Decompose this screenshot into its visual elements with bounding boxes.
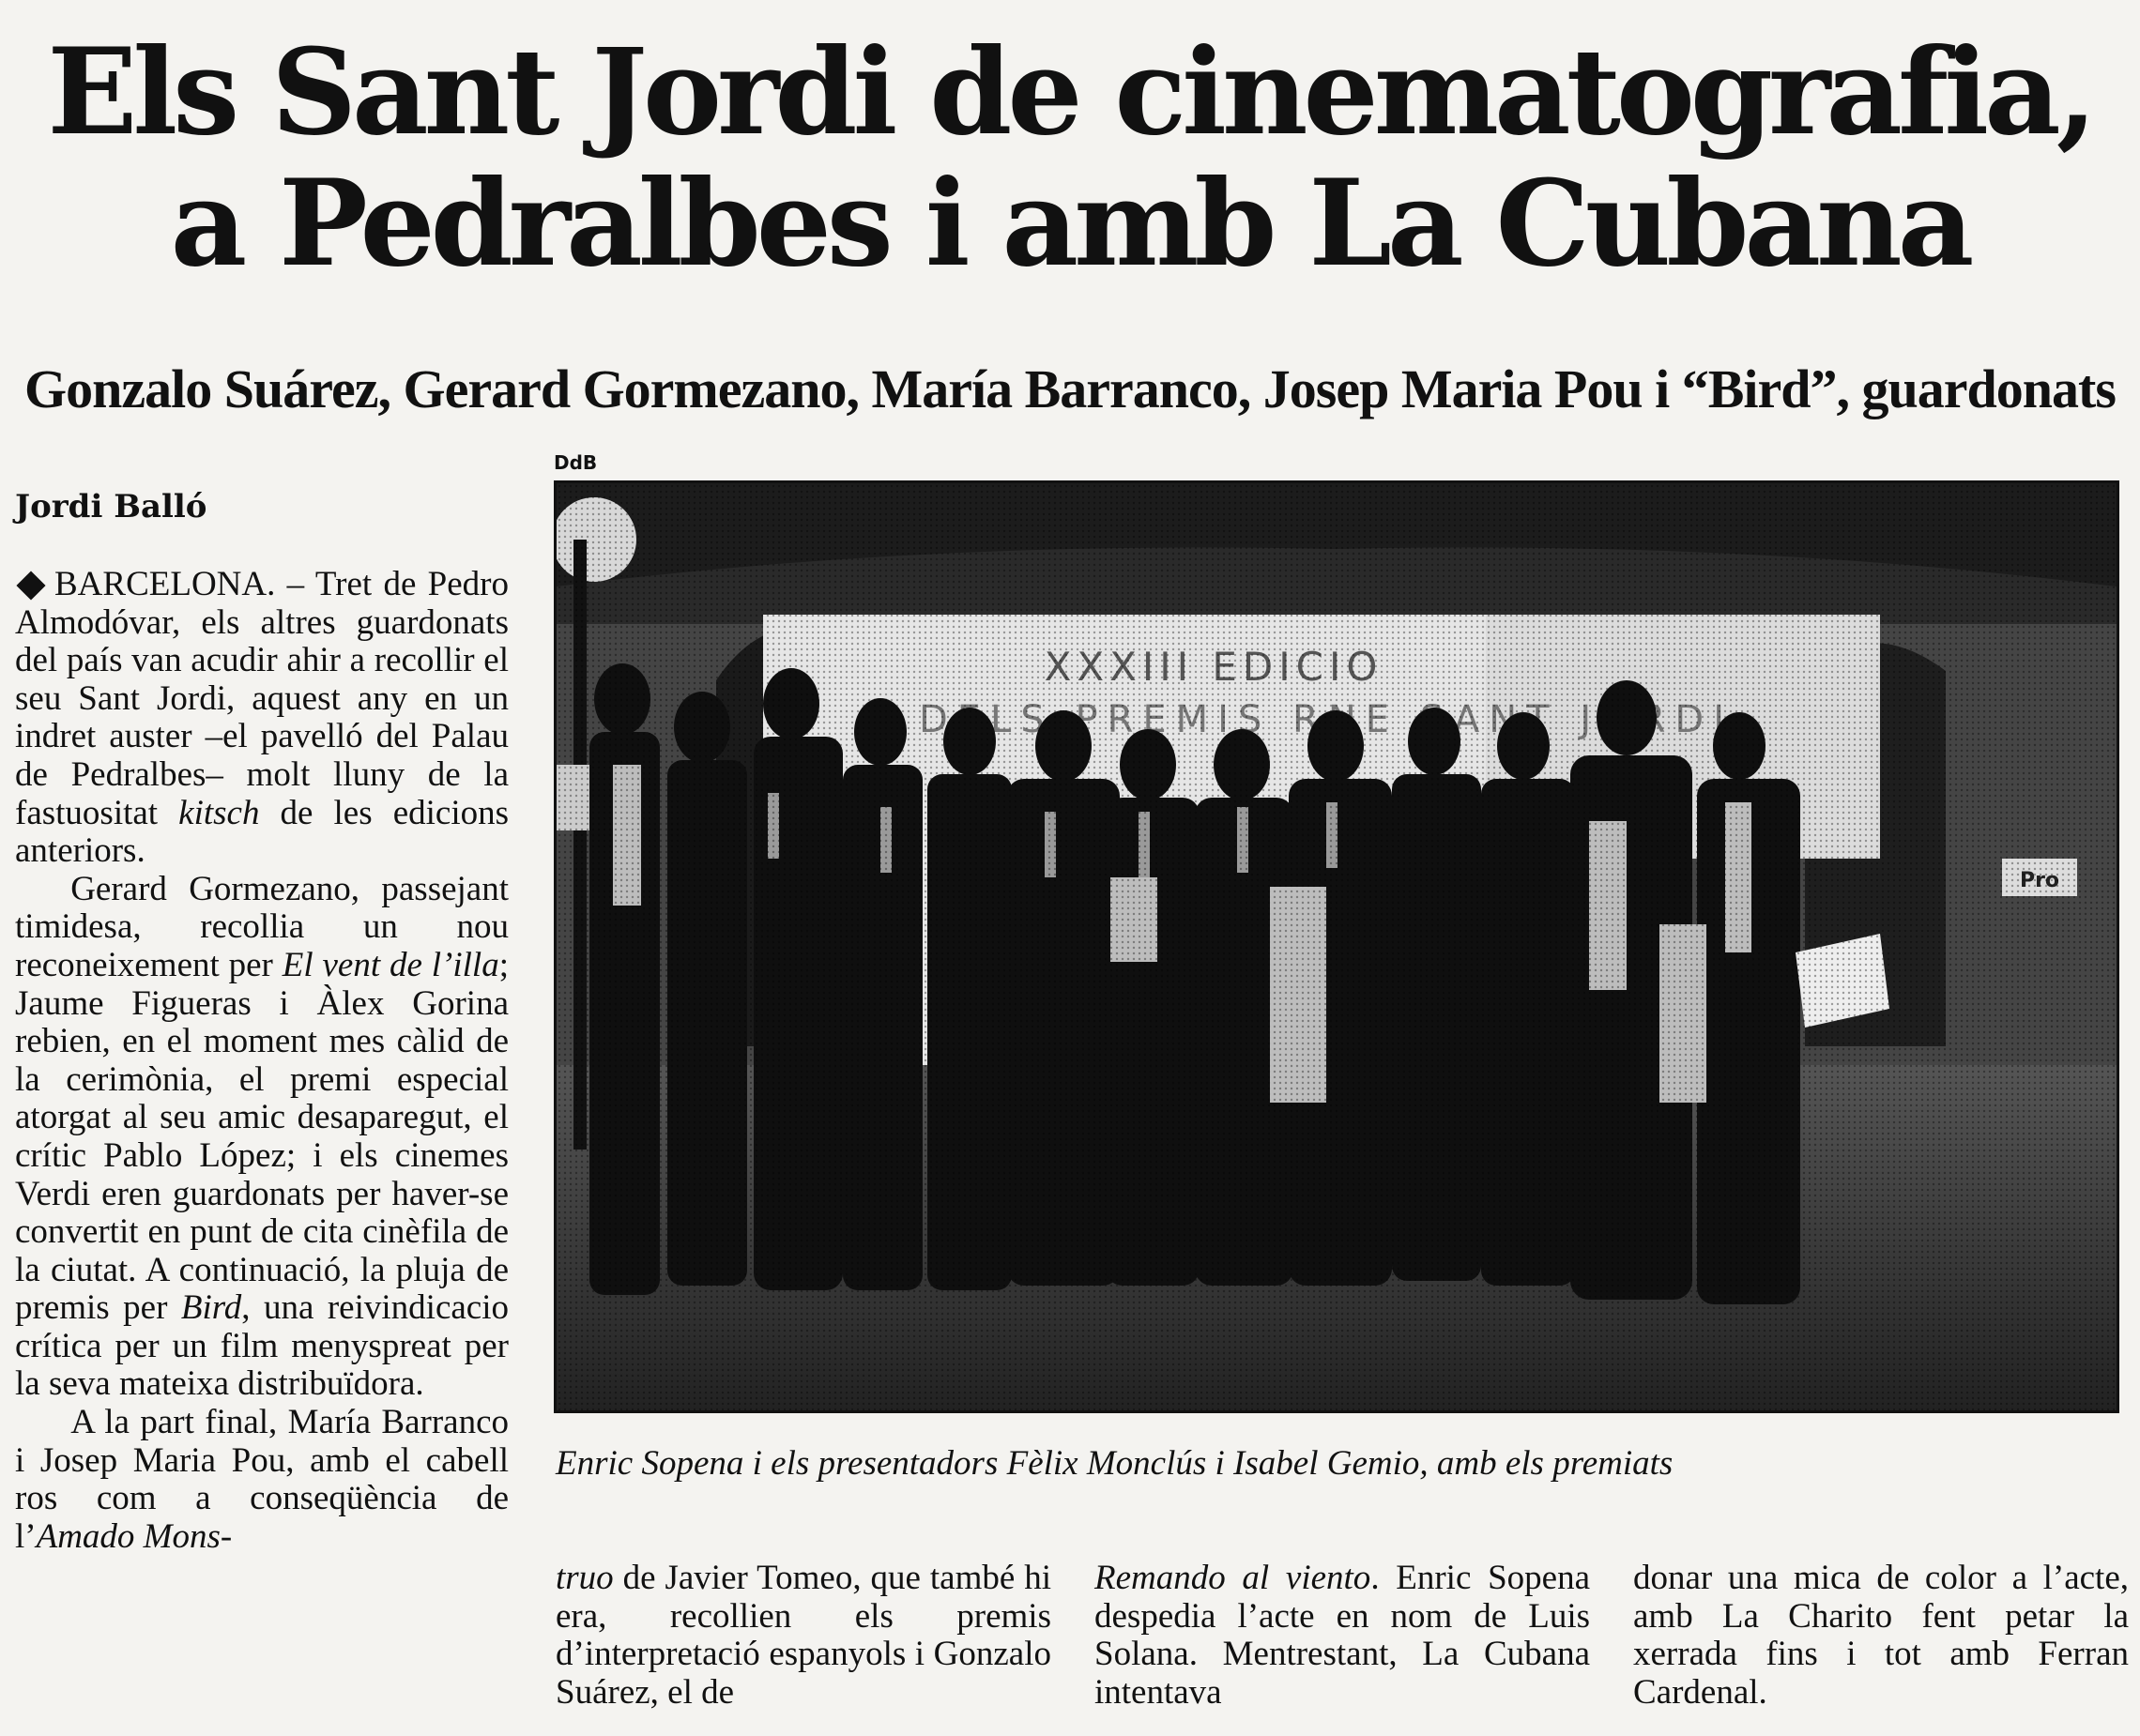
paragraph-3: A la part final, María Barranco i Josep Maria Pou, amb el cabell ros com a conseqüència de l’Amado Mons-: [15, 1403, 509, 1556]
article-column-1: [15, 566, 509, 1556]
article-column-2: truo de Javier Tomeo, que també hi era, recollien els premis d’interpretació espanyols i Gonzalo Suárez, el de: [556, 1559, 1051, 1712]
subheadline: Gonzalo Suárez, Gerard Gormezano, María Barranco, Josep Maria Pou i “Bird”, guardonats: [24, 358, 2116, 419]
photo-caption: Enric Sopena i els presentadors Fèlix Monclús i Isabel Gemio, amb els premiats: [556, 1444, 1674, 1483]
headline-line-2: a Pedralbes i amb La Cubana: [170, 154, 1970, 293]
photo-credit: DdB: [554, 451, 598, 474]
article-column-4: donar una mica de color a l’acte, amb La Charito fent petar la xerrada fins i tot amb Ferran Cardenal.: [1633, 1559, 2129, 1712]
diamond-bullet-icon: [16, 571, 45, 600]
award-ceremony-photo: [554, 480, 2119, 1413]
paragraph-1: BARCELONA. – Tret de Pedro Almodóvar, els altres guardonats del país van acudir ahir a recollir el seu Sant Jordi, aquest any en un indret auster –el pavelló del Palau de Pedralbes– molt lluny de la fastuositat kitsch de les edicions anteriors.: [15, 565, 509, 871]
article-column-3: Remando al viento. Enric Sopena despedia l’acte en nom de Luis Solana. Mentrestant, La Cubana intentava: [1094, 1559, 1590, 1712]
headline-line-1: Els Sant Jordi de cinematografia,: [47, 23, 2093, 161]
headline: [0, 23, 2140, 293]
byline: Jordi Balló: [15, 488, 207, 525]
paragraph-2: Gerard Gormezano, passejant timidesa, recollia un nou reconeixement per El vent de l’illa; Jaume Figueras i Àlex Gorina rebien, en el moment mes càlid de la cerimònia, el premi especial atorgat al seu amic desaparegut, el crític Pablo López; i els cinemes Verdi eren guardonats per haver-se convertit en punt de cita cinèfila de la ciutat. A continuació, la pluja de premis per Bird, una reivindicacio crítica per un film menyspreat per la seva mateixa distribuïdora.: [15, 869, 509, 1404]
